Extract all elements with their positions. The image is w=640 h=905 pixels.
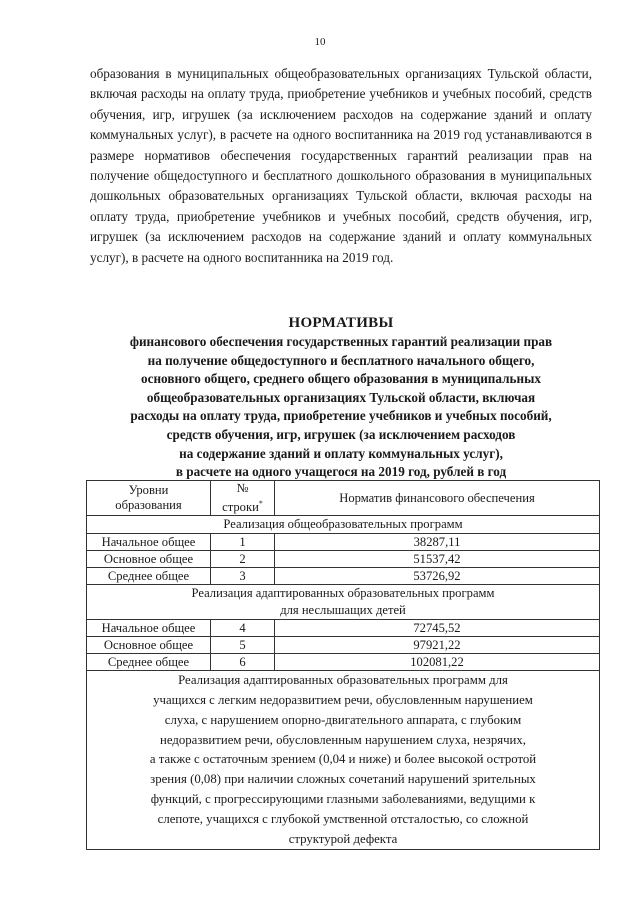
table-row bbox=[87, 534, 600, 551]
heading-line: расходы на оплату труда, приобретение учебников и учебных пособий, bbox=[130, 408, 552, 424]
section-title: Реализация общеобразовательных программ bbox=[87, 516, 600, 534]
cell-value: 53726,92 bbox=[275, 568, 600, 585]
table-row bbox=[87, 620, 600, 637]
table-row bbox=[87, 568, 600, 585]
heading-line: на содержание зданий и оплату коммунальных услуг), bbox=[179, 445, 503, 461]
cell-level: Среднее общее bbox=[87, 654, 211, 671]
header-text: образования bbox=[115, 498, 182, 513]
heading-line: финансового обеспечения государственных гарантий реализации прав bbox=[129, 334, 553, 349]
cell-level: Основное общее bbox=[87, 637, 211, 654]
section-title bbox=[87, 585, 600, 620]
section-title bbox=[87, 671, 600, 850]
header-text: Уровни bbox=[128, 483, 169, 498]
heading-line: общеобразовательных организациях Тульской области, включая bbox=[146, 389, 536, 405]
heading-line: на получение общедоступного и бесплатного начального общего, bbox=[147, 352, 535, 368]
section-title-line: функций, с прогрессирующими глазными заболеваниями, ведущими к bbox=[150, 791, 536, 806]
cell-row-number: 6 bbox=[211, 654, 275, 671]
section-row bbox=[87, 585, 600, 620]
section-title-line: для неслышащих детей bbox=[280, 603, 406, 618]
header-text: строки bbox=[222, 500, 259, 515]
cell-value: 38287,11 bbox=[275, 534, 600, 551]
header-text bbox=[215, 496, 270, 515]
cell-value: 97921,22 bbox=[275, 637, 600, 654]
cell-row-number: 5 bbox=[211, 637, 275, 654]
section-title-line: учащихся с легким недоразвитием речи, обусловленным нарушением bbox=[153, 692, 533, 707]
norms-heading bbox=[84, 313, 598, 482]
cell-level: Среднее общее bbox=[87, 568, 211, 585]
cell-value: 72745,52 bbox=[275, 620, 600, 637]
section-title-line: слепоте, учащихся с глубокой умственной отсталостью, со сложной bbox=[157, 811, 529, 826]
page-number: 10 bbox=[314, 36, 326, 48]
cell-row-number: 4 bbox=[211, 620, 275, 637]
cell-level: Основное общее bbox=[87, 551, 211, 568]
table-header-row bbox=[87, 481, 600, 516]
section-title-line: структурой дефекта bbox=[288, 831, 398, 846]
norms-table bbox=[86, 480, 600, 850]
heading-line: средств обучения, игр, игрушек (за исключением расходов bbox=[166, 426, 516, 442]
section-title-line: Реализация адаптированных образовательных программ bbox=[191, 586, 495, 601]
section-title-line: Реализация адаптированных образовательных программ для bbox=[178, 673, 508, 688]
cell-value: 102081,22 bbox=[275, 654, 600, 671]
heading-line: в расчете на одного учащегося на 2019 год, рублей в год bbox=[175, 464, 507, 480]
section-title-line: а также с остаточным зрением (0,04 и ниже) и более высокой остротой bbox=[149, 752, 537, 767]
cell-row-number: 1 bbox=[211, 534, 275, 551]
cell-row-number: 2 bbox=[211, 551, 275, 568]
cell-row-number: 3 bbox=[211, 568, 275, 585]
section-row bbox=[87, 671, 600, 850]
footnote-mark: * bbox=[258, 499, 263, 508]
cell-level: Начальное общее bbox=[87, 620, 211, 637]
cell-level: Начальное общее bbox=[87, 534, 211, 551]
table-row bbox=[87, 654, 600, 671]
heading-line: основного общего, среднего общего образования в муниципальных bbox=[141, 371, 541, 387]
intro-paragraph: образования в муниципальных общеобразовательных организациях Тульской области, включая расходы на оплату труда, приобретение учебников и учебных пособий, средств обучения, игр, игрушек (за исключением расходов на содержание зданий и оплату коммунальных услуг), в расчете на одного воспитанника на 2019 год устанавливаются в размере нормативов обеспечения государственных гарантий реализации прав на получение общедоступного и бесплатного дошкольного образования в муниципальных дошкольных образовательных организациях Тульской области, включая расходы на оплату труда, приобретение учебников и учебных пособий, средств обучения, игр, игрушек (за исключением расходов на содержание зданий и оплату коммунальных услуг), в расчете на одного воспитанника на 2019 год. bbox=[90, 66, 592, 265]
header-education-level bbox=[87, 481, 211, 516]
header-text: № bbox=[236, 481, 249, 495]
section-row bbox=[87, 516, 600, 534]
section-title-line: слуха, с нарушением опорно-двигательного аппарата, с глубоким bbox=[164, 712, 522, 727]
table-row bbox=[87, 551, 600, 568]
header-row-number bbox=[211, 481, 275, 516]
section-title-line: недоразвитием речи, обусловленным нарушением слуха, незрячих, bbox=[159, 732, 526, 747]
header-norm: Норматив финансового обеспечения bbox=[275, 481, 600, 516]
cell-value: 51537,42 bbox=[275, 551, 600, 568]
table-row bbox=[87, 637, 600, 654]
section-title-line: зрения (0,08) при наличии сложных сочетаний нарушений зрительных bbox=[150, 772, 536, 787]
heading-title: НОРМАТИВЫ bbox=[288, 315, 394, 331]
